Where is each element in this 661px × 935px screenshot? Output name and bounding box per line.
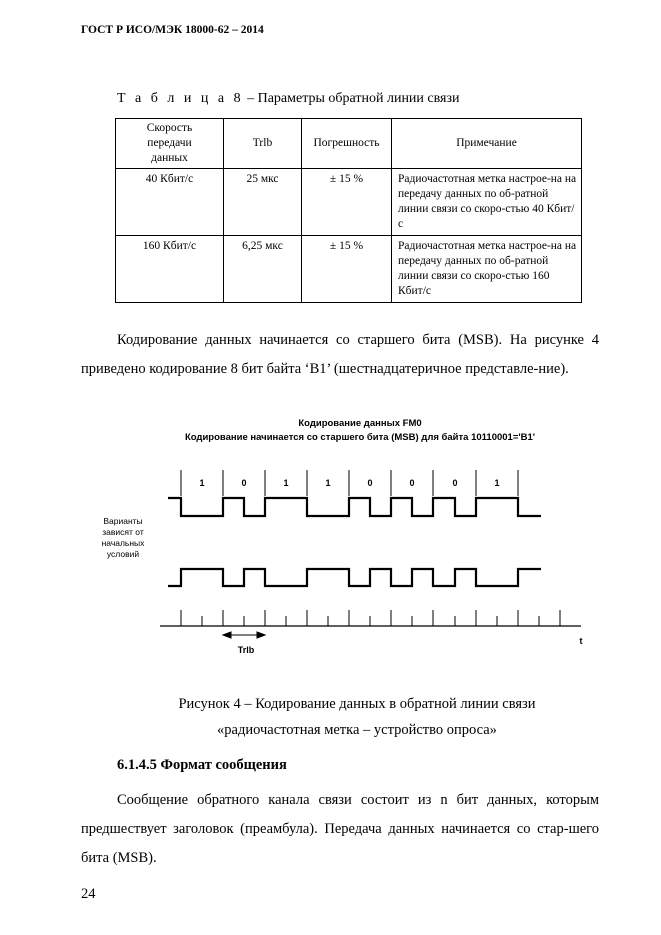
paragraph-message-format: Сообщение обратного канала связи состоит из n бит данных, которым предшествует заголовок (преамбула). Передача данных начинается со стар-шего бита (MSB). xyxy=(81,792,599,866)
parameters-table xyxy=(115,118,582,303)
cell-speed: 40 Кбит/с xyxy=(116,169,224,236)
table-caption xyxy=(117,91,460,107)
bit-label: 1 xyxy=(325,478,331,488)
bit-label: 1 xyxy=(199,478,205,488)
page-number: 24 xyxy=(81,886,96,902)
cell-speed: 160 Кбит/с xyxy=(116,236,224,303)
figure-title: Кодирование данных FM0 xyxy=(298,418,422,429)
trlb-label: Trlb xyxy=(237,645,255,655)
bit-label: 1 xyxy=(494,478,500,488)
cell-note: Радиочастотная метка настрое-на на передачу данных по об-ратной линии связи со скоро-стью 40 Кбит/с xyxy=(392,169,582,236)
cell-tolerance: ± 15 % xyxy=(302,236,392,303)
header-note: Примечание xyxy=(392,119,582,169)
header-trlb: Trlb xyxy=(224,119,302,169)
table-row xyxy=(116,236,582,303)
table-caption-text: – Параметры обратной линии связи xyxy=(243,91,460,106)
document-header: ГОСТ Р ИСО/МЭК 18000-62 – 2014 xyxy=(81,24,264,36)
time-axis-label: t xyxy=(579,636,583,646)
figure-subtitle: Кодирование начинается со старшего бита (MSB) для байта 10110001='B1' xyxy=(184,432,536,443)
table-header-row xyxy=(116,119,582,169)
bit-label: 0 xyxy=(452,478,458,488)
header-tolerance: Погрешность xyxy=(302,119,392,169)
waveform-variant-b xyxy=(168,569,541,586)
trlb-arrow xyxy=(223,632,265,638)
paragraph-encoding: Кодирование данных начинается со старшего бита (MSB). На рисунке 4 приведено кодирование 8 бит байта ‘B1’ (шестнадцатеричное представле-ние). xyxy=(81,332,599,377)
side-label-line: условий xyxy=(106,549,140,559)
side-label-line: Варианты xyxy=(103,516,143,526)
waveform-variant-a xyxy=(168,498,541,516)
header-speed: Скорость передачи данных xyxy=(116,119,224,169)
cell-tolerance: ± 15 % xyxy=(302,169,392,236)
bit-label: 0 xyxy=(241,478,247,488)
cell-trlb: 25 мкс xyxy=(224,169,302,236)
time-ticks xyxy=(181,610,560,626)
bit-label: 1 xyxy=(283,478,289,488)
figure-caption: Рисунок 4 – Кодирование данных в обратной линии связи xyxy=(178,696,536,712)
figure-caption-line2: «радиочастотная метка – устройство опроса» xyxy=(217,722,497,738)
section-title: 6.1.4.5 Формат сообщения xyxy=(117,757,287,773)
bit-boundaries xyxy=(181,470,518,496)
side-label-line: начальных xyxy=(101,538,145,548)
bit-label: 0 xyxy=(409,478,415,488)
fm0-encoding-diagram xyxy=(0,460,661,660)
cell-trlb: 6,25 мкс xyxy=(224,236,302,303)
table-caption-prefix: Т а б л и ц а 8 xyxy=(117,91,244,106)
bit-label: 0 xyxy=(367,478,373,488)
variants-side-label xyxy=(102,516,146,559)
cell-note: Радиочастотная метка настрое-на на передачу данных по об-ратной линии связи со скоро-стью 160 Кбит/с xyxy=(392,236,582,303)
table-row xyxy=(116,169,582,236)
side-label-line: зависят от xyxy=(102,527,144,537)
